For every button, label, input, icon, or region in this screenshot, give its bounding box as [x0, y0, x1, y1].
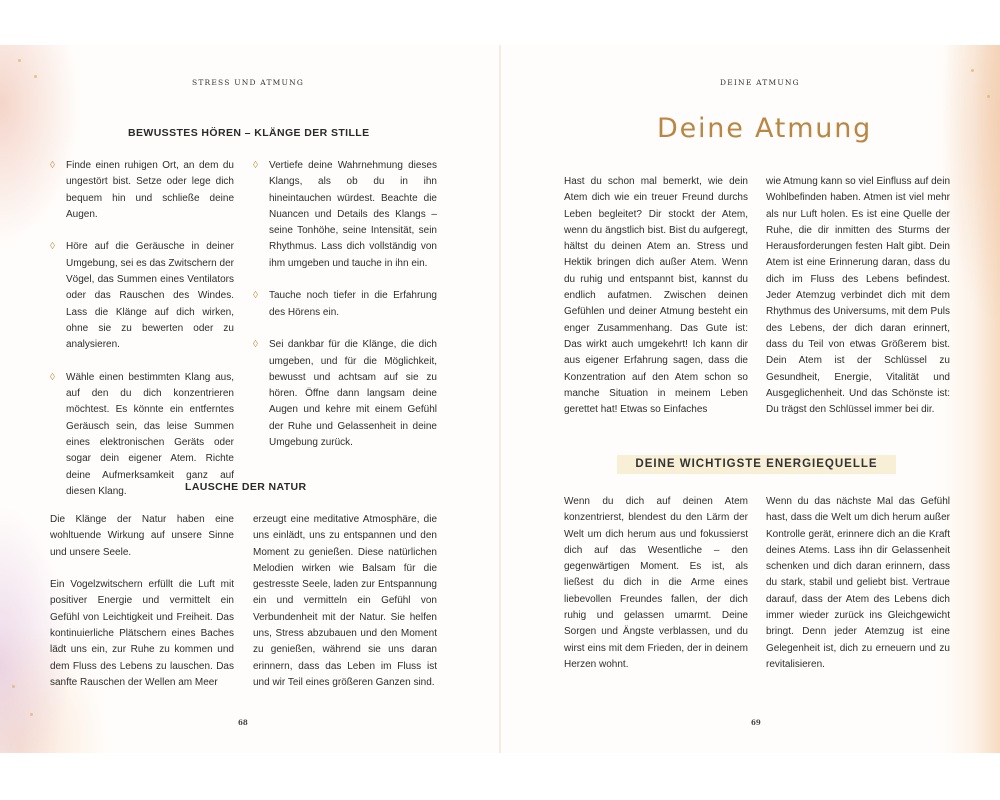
- section-title-bewusstes-hoeren: BEWUSSTES HÖREN – KLÄNGE DER STILLE: [128, 127, 370, 139]
- diamond-bullet-icon: ◊: [253, 339, 258, 351]
- paragraph: Die Klänge der Natur haben eine wohltuende Wirkung auf unsere Sinne und unsere Seele.: [50, 514, 234, 558]
- bullet-column-2: [253, 158, 437, 468]
- diamond-bullet-icon: ◊: [50, 371, 55, 383]
- bullet-column-1: [50, 158, 234, 517]
- bullet-item: [253, 337, 437, 451]
- gold-speck-decoration: [18, 59, 21, 62]
- bullet-item: [253, 288, 437, 321]
- paragraph: wie Atmung kann so viel Einfluss auf dein Wohlbefinden haben. Atmen ist viel mehr als nur Luft holen. Es ist eine Quelle der Ruhe, die dir inmitten des Sturms der Herausforderungen festen Halt gibt. Dein Atem ist eine Erinnerung daran, dass du dich im Fluss des Lebens befindest. Jeder Atemzug verbindet dich mit dem Rhythmus des Universums, mit dem Puls des Lebens, der dich daran erinnert, dass du Teil von etwas Größerem bist. Dein Atem ist der Schlüssel zu Gesundheit, Energie, Vitalität und Ausgeglichenheit. Und das Schönste ist: Du trägst den Schlüssel immer bei dir.: [766, 176, 950, 416]
- paragraph: Wenn du dich auf deinen Atem konzentrierst, blendest du den Lärm der Welt um dich herum aus und fokussierst dich auf das Wesentliche – den gegenwärtigen Moment. Es ist, als ließest du dich in die Arme eines liebevollen Freundes fallen, der dich ruhig und gelassen umarmt. Deine Sorgen und Ängste verblassen, und du wirst eins mit dem Frieden, der in deinem Herzen wohnt.: [564, 496, 748, 670]
- bullet-item: [50, 158, 234, 223]
- bullet-text: Vertiefe deine Wahrnehmung dieses Klangs, als ob du in ihn hineintauchen würdest. Beachte die Nuancen und Details des Klangs – seine Tonhöhe, seine Intensität, sein Rhythmus. Lass dich vollständig von ihm umgeben und tauche in ihn ein.: [269, 160, 437, 269]
- paragraph: Ein Vogelzwitschern erfüllt die Luft mit positiver Energie und vermittelt ein Gefühl von Leichtigkeit und Freiheit. Das kontinuierliche Plätschern eines Baches lädt uns ein, zur Ruhe zu kommen und dem Fluss des Lebens zu lauschen. Das sanfte Rauschen der Wellen am Meer: [50, 579, 234, 688]
- diamond-bullet-icon: ◊: [253, 160, 258, 171]
- bullet-text: Wähle einen bestimmten Klang aus, auf den du dich konzentrieren möchtest. Es könnte ein entferntes Geräusch sein, das leise Summen eines elektronischen Geräts oder sogar dein eigener Atem. Richte deine Aufmerksamkeit ganz auf diesen Klang.: [66, 371, 234, 497]
- diamond-bullet-icon: ◊: [50, 160, 55, 171]
- bullet-text: Finde einen ruhigen Ort, an dem du ungestört bist. Setze oder lege dich bequem hin und schließe deine Augen.: [66, 160, 234, 220]
- running-head-left: STRESS UND ATMUNG: [192, 78, 305, 87]
- energy-text-column-2: [766, 494, 950, 690]
- gold-speck-decoration: [30, 713, 33, 716]
- page-number-right: 69: [751, 718, 761, 727]
- paragraph: erzeugt eine meditative Atmosphäre, die uns einlädt, uns zu entspannen und den Moment zu genießen. Diese natürlichen Melodien wirken wie Balsam für die gestresste Seele, laden zur Entspannung ein und vermitteln ein Gefühl von Verbundenheit mit der Natur. Sie helfen uns, Stress abzubauen und den Moment zu genießen, während sie uns daran erinnern, dass das Leben im Fluss ist und wir Teil eines größeren Ganzen sind.: [253, 514, 437, 688]
- gold-speck-decoration: [34, 75, 37, 78]
- nature-text-column-1: [50, 512, 234, 708]
- running-head-right: DEINE ATMUNG: [720, 78, 800, 87]
- gold-speck-decoration: [971, 69, 974, 72]
- paragraph: Wenn du das nächste Mal das Gefühl hast, dass die Welt um dich herum außer Kontrolle gerät, erinnere dich an die Kraft deines Atems. Lass ihn dir Gelassenheit schenken und dich daran erinnern, dass du stark, stabil und geliebt bist. Vertraue darauf, dass der Atem des Lebens dich immer wieder zurück ins Gleichgewicht bringt. Denn jeder Atemzug ist eine Gelegenheit ist, dich zu erneuern und zu revitalisieren.: [766, 496, 950, 670]
- diamond-bullet-icon: ◊: [50, 241, 55, 253]
- bullet-text: Tauche noch tiefer in die Erfahrung des Hörens ein.: [269, 290, 437, 318]
- page-title: Deine Atmung: [657, 113, 873, 144]
- bullet-text: Sei dankbar für die Klänge, die dich umgeben, und für die Möglichkeit, bewusst und achtsam auf sie zu hören. Öffne dann langsam deine Augen und kehre mit einem Gefühl der Ruhe und Gelassenheit in deine Umgebung zurück.: [269, 339, 437, 449]
- diamond-bullet-icon: ◊: [253, 290, 258, 302]
- page-number-left: 68: [238, 718, 248, 727]
- paragraph: Hast du schon mal bemerkt, wie dein Atem dich wie ein treuer Freund durchs Leben begleitet? Dir stockt der Atem, wenn du ängstlich bist. Bist du aufgeregt, hältst du deinen Atem an. Stress und Hektik bringen dich außer Atem. Wenn du ruhig und entspannt bist, kannst du endlich aufatmen. Zwischen deinen Gefühlen und deiner Atmung besteht ein enger Zusammenhang. Das Gute ist: Das wirkt auch umgekehrt! Ich kann dir aus eigener Erfahrung sagen, dass die Konzentration auf den Atem schon so manche Situation in meinem Leben gerettet hat! Etwas so Einfaches: [564, 176, 748, 416]
- gold-speck-decoration: [12, 685, 15, 688]
- subheading-energiequelle: DEINE WICHTIGSTE ENERGIEQUELLE: [617, 455, 896, 474]
- section-title-lausche-der-natur: LAUSCHE DER NATUR: [185, 481, 307, 493]
- gold-speck-decoration: [987, 95, 990, 98]
- energy-text-column-1: [564, 494, 748, 690]
- bullet-text: Höre auf die Geräusche in deiner Umgebung, sei es das Zwitschern der Vögel, das Summen eines Ventilators oder das Rauschen des Windes. Lass die Klänge auf dich wirken, ohne sie zu bewerten oder zu analysieren.: [66, 241, 234, 351]
- intro-text-column-2: [766, 174, 950, 435]
- bullet-item: [50, 239, 234, 353]
- intro-text-column-1: [564, 174, 748, 435]
- nature-text-column-2: [253, 512, 437, 708]
- bullet-item: [253, 158, 437, 272]
